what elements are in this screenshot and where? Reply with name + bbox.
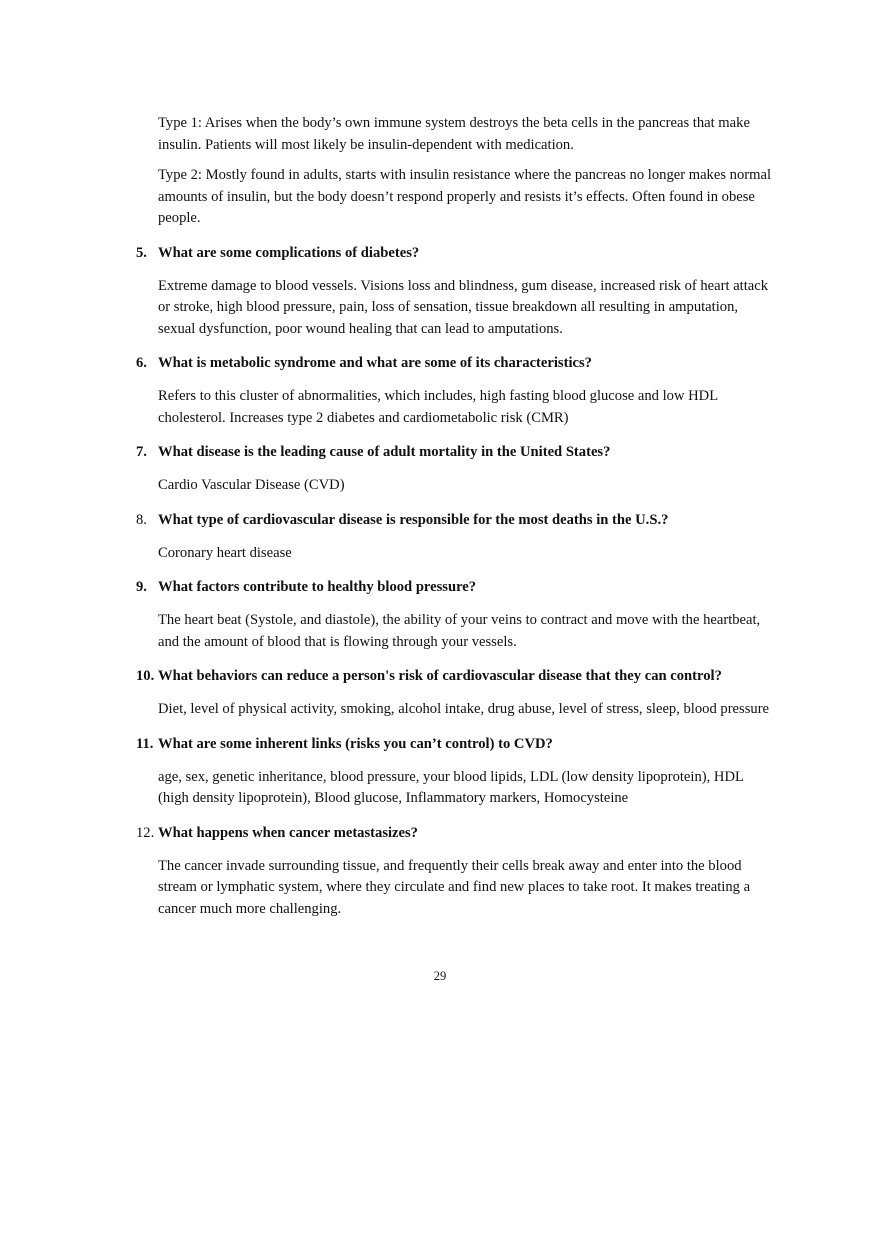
question-text: What disease is the leading cause of adult mortality in the United States? [158,444,611,460]
question-text: What type of cardiovascular disease is responsible for the most deaths in the U.S.? [158,511,669,528]
question-number: 9. [136,579,147,595]
type1-paragraph: Type 1: Arises when the body’s own immune system destroys the beta cells in the pancreas that make insulin. Patients will most likely be insulin-dependent with medication. [158,115,750,153]
question-number: 7. [136,444,147,460]
question-number: 5. [136,244,147,261]
answer-text: age, sex, genetic inheritance, blood pressure, your blood lipids, LDL (low density lipoprotein), HDL (high density lipoprotein), Blood glucose, Inflammatory markers, Homocysteine [158,768,744,806]
question-text: What happens when cancer metastasizes? [158,824,418,841]
question-heading [136,510,776,531]
answer-text: Coronary heart disease [158,544,292,561]
answer-text: Diet, level of physical activity, smoking, alcohol intake, drug abuse, level of stress, sleep, blood pressure [158,701,770,717]
qa-item [136,442,776,497]
question-number: 10. [136,668,155,684]
qa-item [136,734,776,810]
qa-item [136,510,776,565]
question-number: 11. [136,735,154,752]
question-heading [136,243,776,264]
qa-item [136,243,776,341]
question-text: What behaviors can reduce a person's risk of cardiovascular disease that they can control? [158,668,722,684]
answer-text: Extreme damage to blood vessels. Visions loss and blindness, gum disease, increased risk of heart attack or stroke, high blood pressure, pain, loss of sensation, tissue breakdown all resulting in amputation, sexual dysfunction, poor wound healing that can lead to amputations. [158,277,769,337]
qa-item [136,577,776,653]
answer-text: The cancer invade surrounding tissue, and frequently their cells break away and enter into the blood stream or lymphatic system, where they circulate and find new places to take root. It makes treating a cancer much more challenging. [158,857,751,917]
answer-text: Cardio Vascular Disease (CVD) [158,477,345,493]
question-number: 6. [136,355,147,371]
question-number: 12. [136,824,155,841]
question-text: What are some complications of diabetes? [158,244,420,261]
question-heading [136,353,776,374]
qa-item [136,666,776,721]
question-heading [136,666,776,687]
qa-item [136,823,776,921]
question-text: What factors contribute to healthy blood pressure? [158,579,477,595]
question-heading [136,734,776,755]
question-heading [136,577,776,598]
question-heading [136,823,776,844]
page-content [136,113,776,920]
question-number: 8. [136,511,147,528]
qa-item [136,353,776,429]
question-text: What is metabolic syndrome and what are some of its characteristics? [158,355,592,371]
type2-paragraph: Type 2: Mostly found in adults, starts with insulin resistance where the pancreas no longer makes normal amounts of insulin, but the body doesn’t respond properly and resists it’s effects. Often found in obese people. [158,167,771,226]
question-text: What are some inherent links (risks you can’t control) to CVD? [158,735,553,752]
answer-text: The heart beat (Systole, and diastole), the ability of your veins to contract and move with the heartbeat, and the amount of blood that is flowing through your vessels. [158,612,761,650]
answer-text: Refers to this cluster of abnormalities, which includes, high fasting blood glucose and low HDL cholesterol. Increases type 2 diabetes and cardiometabolic risk (CMR) [158,388,718,426]
page-number: 29 [433,969,447,983]
question-heading [136,442,776,463]
